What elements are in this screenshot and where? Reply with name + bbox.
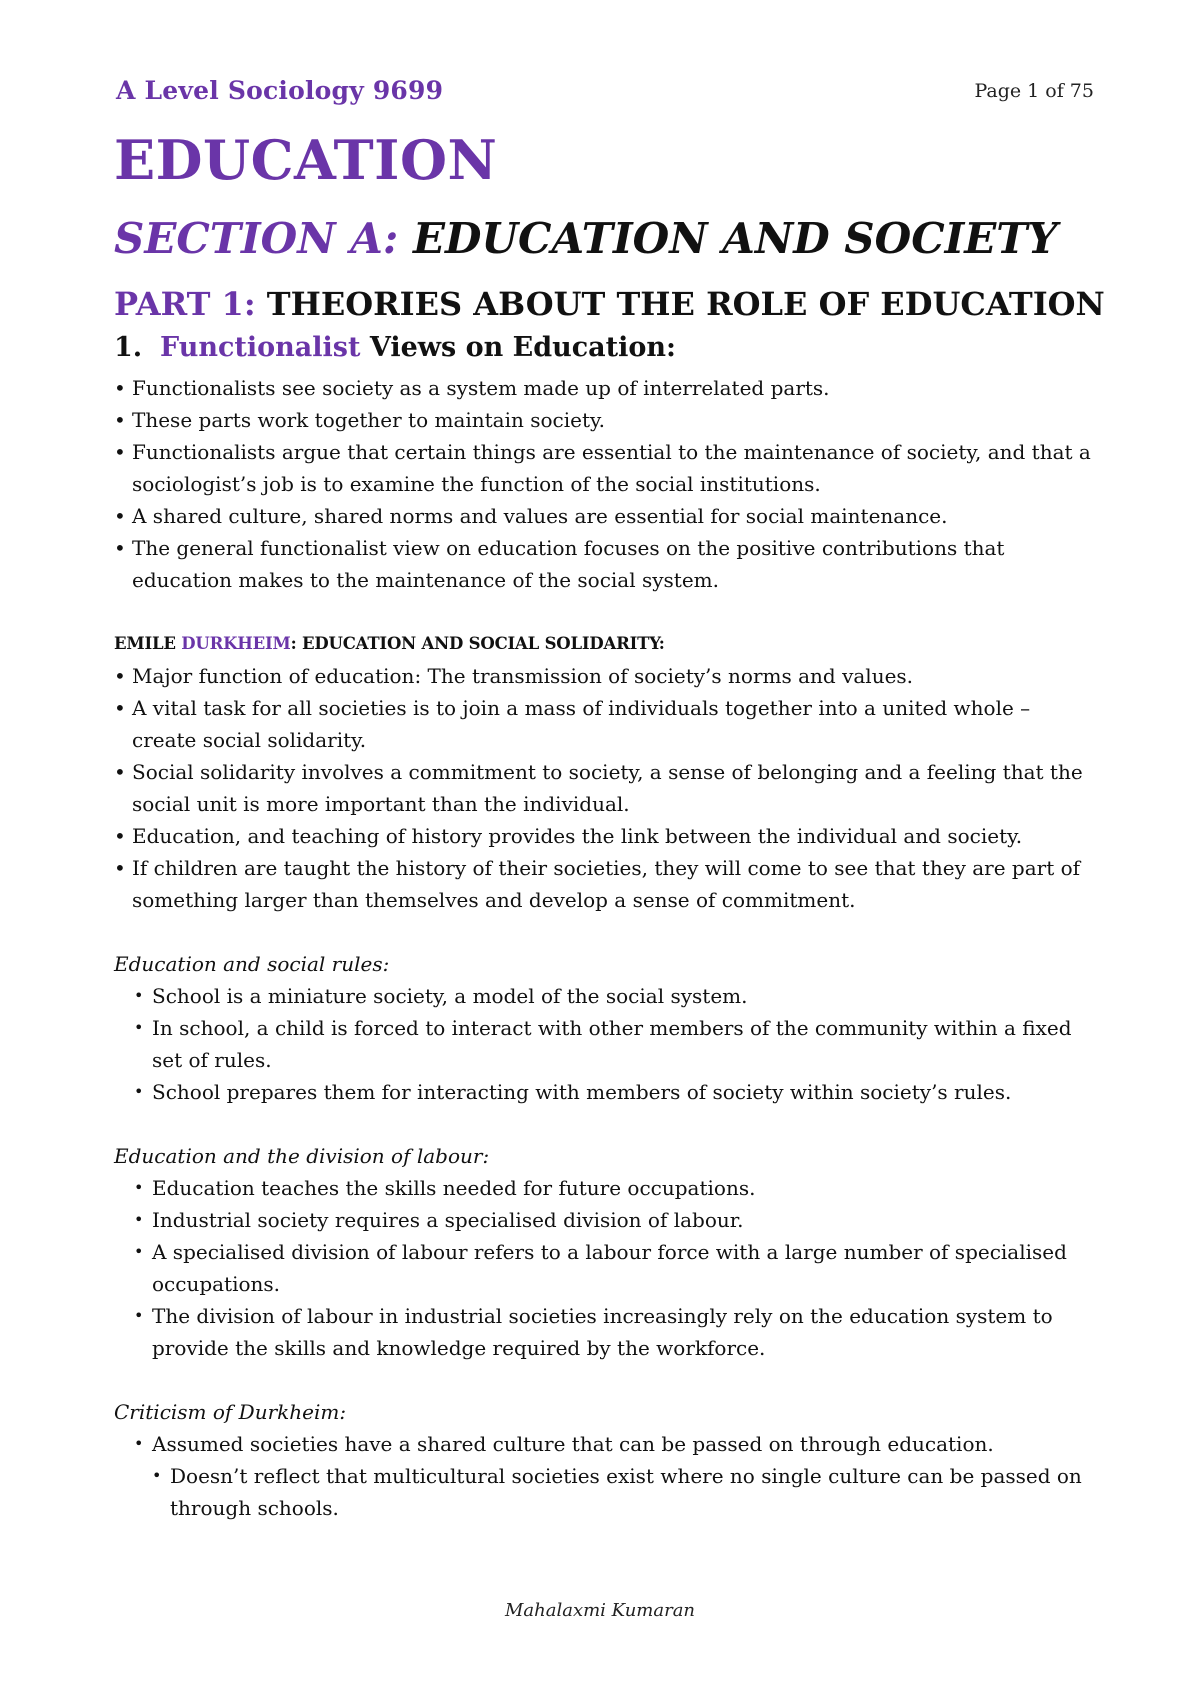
durkheim-heading-post: : EDUCATION AND SOCIAL SOLIDARITY:: [290, 634, 665, 653]
spacer: [114, 1108, 1094, 1140]
page-footer: Mahalaxmi Kumaran: [504, 1600, 696, 1621]
criticism-heading: Criticism of Durkheim:: [114, 1400, 347, 1424]
section-heading: [114, 214, 1058, 263]
list-item: • School is a miniature society, a model of the social system.: [134, 980, 1094, 1012]
heading-rest: Views on Education:: [360, 332, 677, 363]
list-item: • Industrial society requires a specialised division of labour.: [134, 1204, 1094, 1236]
list-item: • The general functionalist view on education focuses on the positive contributions that education makes to the maintenance of the social system.: [114, 532, 1094, 596]
list-item: • Doesn’t reflect that multicultural societies exist where no single culture can be passed on through schools.: [152, 1460, 1094, 1524]
division-of-labour-heading: Education and the division of labour:: [114, 1144, 490, 1168]
spacer: [114, 1364, 1094, 1396]
durkheim-name: DURKHEIM: [181, 634, 291, 653]
functionalist-heading: [114, 332, 676, 363]
spacer: [114, 916, 1094, 948]
list-item: • Education teaches the skills needed for future occupations.: [134, 1172, 1094, 1204]
criticism-sublist: [152, 1460, 1094, 1524]
part-title: THEORIES ABOUT THE ROLE OF EDUCATION: [255, 285, 1105, 323]
list-item: • The division of labour in industrial societies increasingly rely on the education system to provide the skills and knowledge required by the workforce.: [134, 1300, 1094, 1364]
list-item: • Education, and teaching of history provides the link between the individual and society.: [114, 820, 1094, 852]
social-rules-list: [134, 980, 1094, 1108]
list-item: • School prepares them for interacting with members of society within society’s rules.: [134, 1076, 1094, 1108]
section-title: EDUCATION AND SOCIETY: [398, 214, 1058, 263]
spacer: [114, 596, 1094, 628]
durkheim-heading: [114, 628, 1094, 660]
list-item: • A vital task for all societies is to join a mass of individuals together into a united whole – create social solidarity.: [114, 692, 1094, 756]
durkheim-heading-pre: EMILE: [114, 634, 182, 653]
list-item: • In school, a child is forced to interact with other members of the community within a fixed set of rules.: [134, 1012, 1094, 1076]
document-title: EDUCATION: [114, 128, 498, 192]
section-prefix: SECTION A:: [114, 214, 399, 263]
social-rules-heading: Education and social rules:: [114, 952, 390, 976]
durkheim-list: [114, 660, 1094, 916]
division-of-labour-list: [134, 1172, 1094, 1364]
list-item: • If children are taught the history of their societies, they will come to see that they are part of something larger than themselves and develop a sense of commitment.: [114, 852, 1094, 916]
criticism-list: [134, 1428, 1094, 1460]
functionalist-list: [114, 372, 1094, 596]
page-number: Page 1 of 75: [974, 80, 1094, 102]
list-item: • Functionalists see society as a system made up of interrelated parts.: [114, 372, 1094, 404]
document-body: [114, 372, 1094, 1524]
list-item: • Major function of education: The transmission of society’s norms and values.: [114, 660, 1094, 692]
part-heading: [114, 285, 1105, 323]
course-title: A Level Sociology 9699: [116, 76, 444, 105]
heading-number: 1.: [114, 332, 143, 363]
part-prefix: PART 1:: [114, 285, 256, 323]
list-item: • Assumed societies have a shared culture that can be passed on through education.: [134, 1428, 1094, 1460]
list-item: • A specialised division of labour refers to a labour force with a large number of specialised occupations.: [134, 1236, 1094, 1300]
list-item: • These parts work together to maintain society.: [114, 404, 1094, 436]
list-item: • A shared culture, shared norms and values are essential for social maintenance.: [114, 500, 1094, 532]
list-item: • Social solidarity involves a commitment to society, a sense of belonging and a feeling that the social unit is more important than the individual.: [114, 756, 1094, 820]
heading-highlight: Functionalist: [160, 332, 361, 363]
list-item: • Functionalists argue that certain things are essential to the maintenance of society, and that a sociologist’s job is to examine the function of the social institutions.: [114, 436, 1094, 500]
